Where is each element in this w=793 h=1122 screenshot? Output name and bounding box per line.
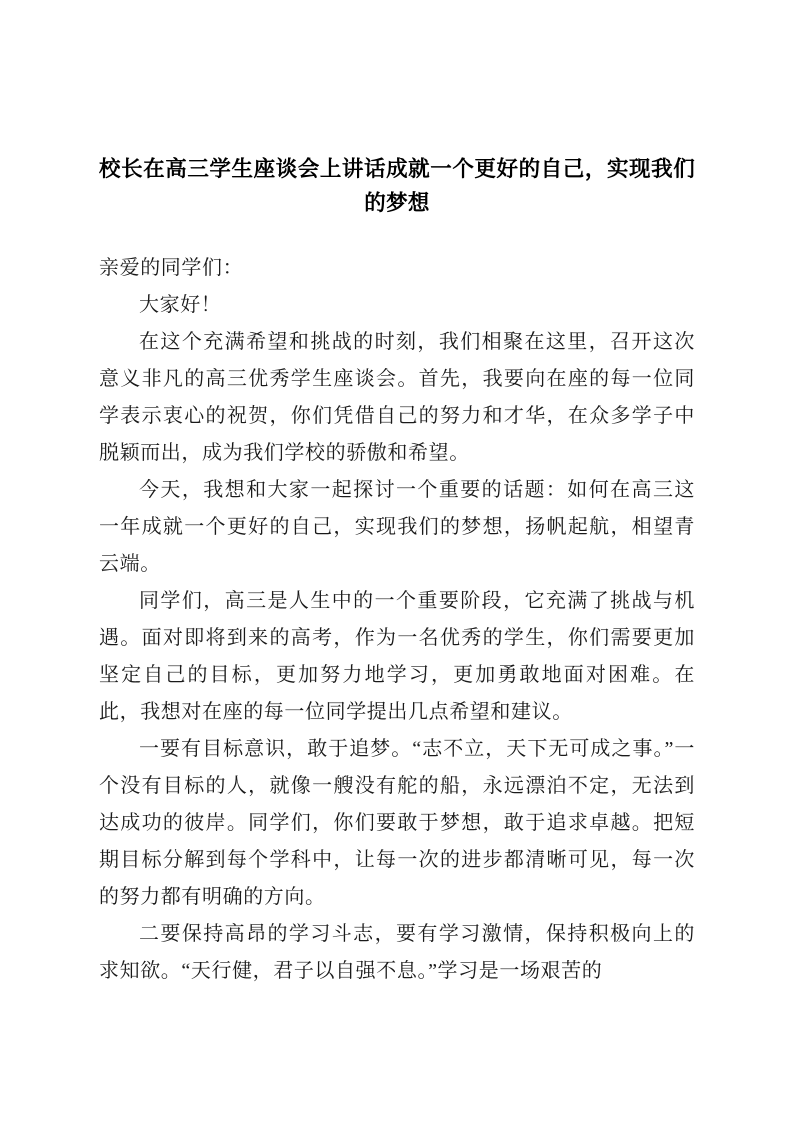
document-content (99, 250, 695, 990)
greeting: 大家好！ (139, 294, 222, 316)
title-line-2: 的梦想 (364, 191, 430, 215)
paragraph-1: 在这个充满希望和挑战的时刻，我们相聚在这里，召开这次意义非凡的高三优秀学生座谈会。首先，我要向在座的每一位同学表示衷心的祝贺，你们凭借自己的努力和才华，在众多学子中脱颖而出，成为我们学校的骄傲和希望。 (99, 331, 695, 464)
paragraph-5: 二要保持高昂的学习斗志，要有学习激情，保持积极向上的求知欲。“天行健，君子以自强不息。”学习是一场艰苦的 (99, 923, 695, 982)
paragraph-2: 今天，我想和大家一起探讨一个重要的话题：如何在高三这一年成就一个更好的自己，实现我们的梦想，扬帆起航，相望青云端。 (99, 479, 695, 575)
salutation: 亲爱的同学们： (99, 257, 244, 279)
title-line-1: 校长在高三学生座谈会上讲话成就一个更好的自己，实现我们 (99, 157, 695, 181)
page-title (99, 152, 695, 220)
paragraph-3: 同学们，高三是人生中的一个重要阶段，它充满了挑战与机遇。面对即将到来的高考，作为一名优秀的学生，你们需要更加坚定自己的目标，更加努力地学习，更加勇敢地面对困难。在此，我想对在座的每一位同学提出几点希望和建议。 (99, 590, 695, 723)
document-body (99, 152, 695, 990)
paragraph-4: 一要有目标意识，敢于追梦。“志不立，天下无可成之事。”一个没有目标的人，就像一艘没有舵的船，永远漂泊不定，无法到达成功的彼岸。同学们，你们要敢于梦想，敢于追求卓越。把短期目标分解到每个学科中，让每一次的进步都清晰可见，每一次的努力都有明确的方向。 (99, 738, 695, 908)
